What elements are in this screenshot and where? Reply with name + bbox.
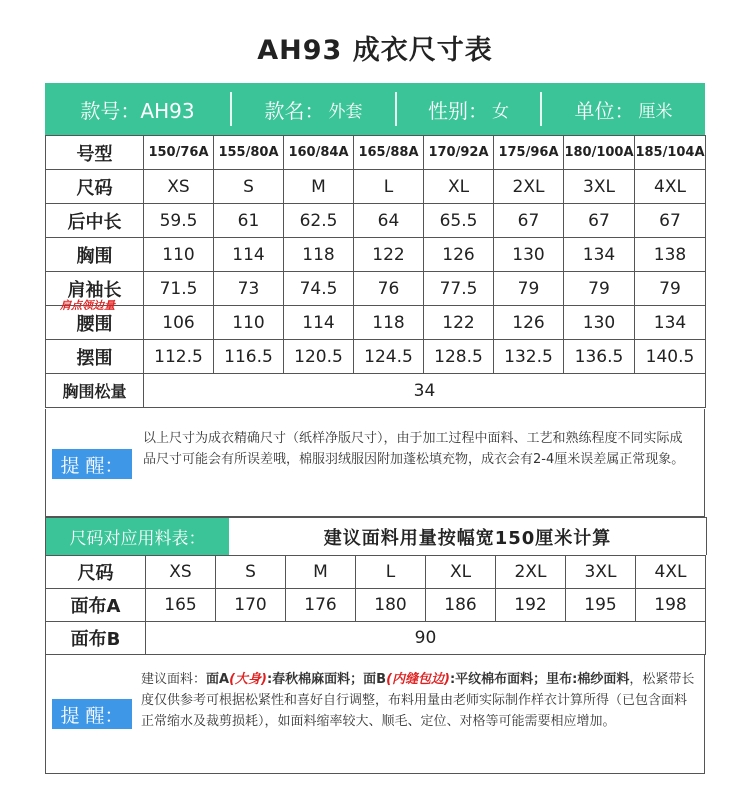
value-cell: 138 bbox=[635, 238, 706, 272]
table-row-waist bbox=[46, 306, 706, 340]
size-cell: 4XL bbox=[636, 556, 706, 589]
value-cell: 165 bbox=[146, 589, 216, 622]
size-cell: XL bbox=[426, 556, 496, 589]
table-row-chest bbox=[46, 238, 706, 272]
fabric-b-cell: 90 bbox=[146, 622, 706, 655]
note-seg: (大身) bbox=[229, 672, 267, 687]
size-cell: S bbox=[214, 170, 284, 204]
unit bbox=[542, 83, 705, 135]
page-title: AH93 成衣尺寸表 bbox=[257, 35, 493, 66]
note-seg: 面A bbox=[206, 672, 230, 687]
tip-badge: 提 醒： bbox=[52, 449, 132, 479]
value-cell: 120.5 bbox=[284, 340, 354, 374]
size-cell: 2XL bbox=[496, 556, 566, 589]
note-seg: :春秋棉麻面料；面B bbox=[266, 672, 387, 687]
size-cell: 3XL bbox=[564, 170, 635, 204]
value-cell: 106 bbox=[144, 306, 214, 340]
value-cell: 124.5 bbox=[354, 340, 424, 374]
value-cell: 118 bbox=[284, 238, 354, 272]
size-cell: M bbox=[284, 170, 354, 204]
value-cell: 76 bbox=[354, 272, 424, 306]
style-name-value: 外套 bbox=[328, 101, 363, 122]
gender-value: 女 bbox=[492, 101, 509, 122]
chest-ease-cell: 34 bbox=[144, 374, 706, 408]
table-row-fabric-a bbox=[46, 589, 706, 622]
value-cell: 130 bbox=[494, 238, 564, 272]
table-row-model bbox=[46, 136, 706, 170]
value-cell: 128.5 bbox=[424, 340, 494, 374]
row-header: 胸围 bbox=[46, 238, 144, 272]
size-cell: L bbox=[354, 170, 424, 204]
value-cell: 74.5 bbox=[284, 272, 354, 306]
note-text bbox=[141, 669, 696, 732]
value-cell: 77.5 bbox=[424, 272, 494, 306]
style-name-label: 款名： bbox=[264, 98, 325, 123]
value-cell: 59.5 bbox=[144, 204, 214, 238]
value-cell: 192 bbox=[496, 589, 566, 622]
table-row-hem bbox=[46, 340, 706, 374]
value-cell: 180 bbox=[356, 589, 426, 622]
size-cell: 4XL bbox=[635, 170, 706, 204]
table-row-fabric-b bbox=[46, 622, 706, 655]
value-cell: 110 bbox=[214, 306, 284, 340]
value-cell: 186 bbox=[426, 589, 496, 622]
value-cell: 110 bbox=[144, 238, 214, 272]
value-cell: 67 bbox=[564, 204, 635, 238]
row-header: 面布B bbox=[46, 622, 146, 655]
value-cell: 112.5 bbox=[144, 340, 214, 374]
value-cell: 116.5 bbox=[214, 340, 284, 374]
size-cell: M bbox=[286, 556, 356, 589]
value-cell: 67 bbox=[635, 204, 706, 238]
size-cell: 2XL bbox=[494, 170, 564, 204]
row-header: 号型 bbox=[46, 136, 144, 170]
value-cell: 134 bbox=[564, 238, 635, 272]
value-cell: 67 bbox=[494, 204, 564, 238]
header-bar bbox=[45, 83, 705, 135]
gender bbox=[397, 83, 540, 135]
model-cell: 165/88A bbox=[354, 136, 424, 170]
row-header: 胸围松量 bbox=[46, 374, 144, 408]
model-cell: 155/80A bbox=[214, 136, 284, 170]
value-cell: 130 bbox=[564, 306, 635, 340]
note-seg: ，松紧带长度仅供参考可根据松紧性和喜好自行调整，布料用量由老师实际制作样衣计算所得（已包含面料正常缩水及裁剪损耗），如面料缩率较大、顺毛、定位、对格等可能需要相应增加。 bbox=[141, 672, 695, 729]
size-table bbox=[45, 135, 706, 408]
unit-value: 厘米 bbox=[638, 101, 673, 122]
value-cell: 79 bbox=[494, 272, 564, 306]
gender-label: 性别： bbox=[428, 98, 488, 123]
model-cell: 185/104A bbox=[635, 136, 706, 170]
value-cell: 122 bbox=[424, 306, 494, 340]
size-cell: S bbox=[216, 556, 286, 589]
value-cell: 73 bbox=[214, 272, 284, 306]
model-cell: 150/76A bbox=[144, 136, 214, 170]
row-header bbox=[46, 272, 144, 312]
value-cell: 132.5 bbox=[494, 340, 564, 374]
row-header: 面布A bbox=[46, 589, 146, 622]
row-header: 腰围 bbox=[46, 306, 144, 340]
value-cell: 140.5 bbox=[635, 340, 706, 374]
note-seg: 棉纱面料 bbox=[577, 672, 630, 687]
note-seg: :平纹棉布面料；里布: bbox=[449, 672, 578, 687]
row-header: 尺码 bbox=[46, 170, 144, 204]
value-cell: 71.5 bbox=[144, 272, 214, 306]
value-cell: 126 bbox=[494, 306, 564, 340]
size-cell: XL bbox=[424, 170, 494, 204]
table-row-size bbox=[46, 170, 706, 204]
note-seg: 建议面料： bbox=[141, 672, 207, 687]
style-name bbox=[232, 83, 395, 135]
table-row-chest-ease bbox=[46, 374, 706, 408]
value-cell: 65.5 bbox=[424, 204, 494, 238]
value-cell: 79 bbox=[564, 272, 635, 306]
note-box-1 bbox=[45, 409, 705, 517]
value-cell: 170 bbox=[216, 589, 286, 622]
model-cell: 175/96A bbox=[494, 136, 564, 170]
shoulder-note: 肩点领边量 bbox=[60, 299, 115, 312]
fabric-section-header bbox=[45, 517, 707, 555]
tip-badge: 提 醒： bbox=[52, 699, 132, 729]
value-cell: 79 bbox=[635, 272, 706, 306]
value-cell: 198 bbox=[636, 589, 706, 622]
note-seg: (内缝包边) bbox=[386, 672, 450, 687]
value-cell: 114 bbox=[284, 306, 354, 340]
value-cell: 118 bbox=[354, 306, 424, 340]
row-header: 后中长 bbox=[46, 204, 144, 238]
model-cell: 160/84A bbox=[284, 136, 354, 170]
fabric-section-label: 尺码对应用料表： bbox=[46, 518, 229, 555]
unit-label: 单位： bbox=[574, 98, 635, 123]
value-cell: 114 bbox=[214, 238, 284, 272]
row-header: 尺码 bbox=[46, 556, 146, 589]
value-cell: 61 bbox=[214, 204, 284, 238]
fabric-section-title: 建议面料用量按幅宽150厘米计算 bbox=[323, 527, 612, 549]
table-row-sleeve bbox=[46, 272, 706, 306]
size-cell: XS bbox=[144, 170, 214, 204]
table-row-fabric-size bbox=[46, 556, 706, 589]
model-cell: 180/100A bbox=[564, 136, 635, 170]
fabric-table bbox=[45, 555, 706, 655]
size-cell: XS bbox=[146, 556, 216, 589]
value-cell: 122 bbox=[354, 238, 424, 272]
value-cell: 195 bbox=[566, 589, 636, 622]
model-cell: 170/92A bbox=[424, 136, 494, 170]
value-cell: 64 bbox=[354, 204, 424, 238]
value-cell: 126 bbox=[424, 238, 494, 272]
note-text: 以上尺寸为成衣精确尺寸（纸样净版尺寸），由于加工过程中面料、工艺和熟练程度不同实际成品尺寸可能会有所误差哦，棉服羽绒服因附加蓬松填充物，成衣会有2-4厘米误差属正常现象。 bbox=[143, 431, 685, 467]
size-cell: 3XL bbox=[566, 556, 636, 589]
value-cell: 134 bbox=[635, 306, 706, 340]
note-box-2 bbox=[45, 655, 705, 774]
size-cell: L bbox=[356, 556, 426, 589]
row-header: 摆围 bbox=[46, 340, 144, 374]
value-cell: 62.5 bbox=[284, 204, 354, 238]
value-cell: 136.5 bbox=[564, 340, 635, 374]
table-row-back-length bbox=[46, 204, 706, 238]
value-cell: 176 bbox=[286, 589, 356, 622]
style-number: 款号：AH93 bbox=[80, 98, 195, 123]
row-header-label: 肩袖长 bbox=[67, 279, 122, 301]
